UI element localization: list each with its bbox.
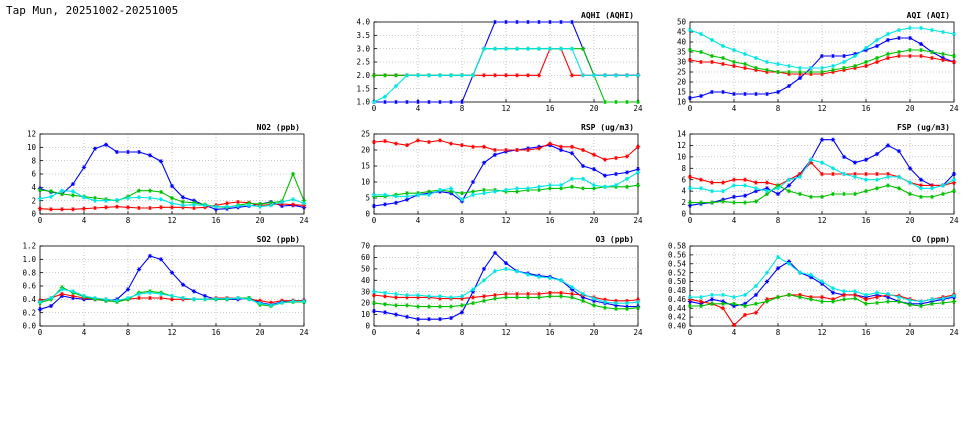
y-tick-label: 1.0 [356, 97, 370, 107]
x-tick-label: 16 [545, 104, 555, 113]
x-tick-label: 20 [905, 328, 915, 337]
y-tick-label: 20 [360, 145, 370, 155]
series-d4 [688, 26, 956, 70]
y-tick-label: 6 [31, 169, 36, 179]
x-tick-label: 4 [81, 216, 87, 225]
chart-title-aqhi: AQHI (AQHI) [581, 11, 634, 20]
y-tick-label: 30 [360, 287, 370, 297]
series-markers [688, 158, 956, 193]
x-tick-label: 0 [371, 216, 377, 225]
chart-title-aqi: AQI (AQI) [906, 11, 950, 20]
plot-area-so2 [10, 234, 310, 342]
x-tick-label: 12 [501, 104, 511, 113]
y-tick-label: 40 [676, 37, 686, 47]
chart-title-no2: NO2 (ppb) [256, 123, 300, 132]
y-tick-label: 0.8 [22, 268, 36, 278]
x-tick-label: 8 [775, 328, 781, 337]
y-tick-label: 6 [681, 175, 686, 185]
y-tick-label: 20 [676, 77, 686, 87]
gridlines [690, 22, 954, 102]
chart-title-co: CO (ppm) [911, 235, 950, 244]
x-tick-label: 4 [731, 216, 737, 225]
y-tick-label: 5 [365, 193, 370, 203]
chart-title-rsp: RSP (ug/m3) [581, 123, 634, 132]
chart-panel-fsp [660, 122, 960, 230]
x-tick-label: 0 [37, 216, 43, 225]
y-tick-label: 40 [360, 275, 370, 285]
x-tick-label: 4 [415, 104, 421, 113]
y-tick-label: 2.5 [356, 57, 370, 67]
plot-area-o3 [344, 234, 644, 342]
plot-area-fsp [660, 122, 960, 230]
y-tick-label: 4 [681, 186, 686, 196]
x-tick-label: 20 [255, 216, 265, 225]
x-tick-label: 4 [415, 216, 421, 225]
y-tick-label: 0.40 [667, 321, 686, 331]
y-tick-label: 1.0 [22, 254, 36, 264]
x-tick-label: 12 [167, 328, 177, 337]
x-tick-label: 16 [211, 216, 221, 225]
x-tick-label: 20 [589, 104, 599, 113]
x-tick-label: 0 [687, 328, 693, 337]
y-tick-label: 0.54 [667, 259, 686, 269]
chart-panel-rsp [344, 122, 644, 230]
x-tick-label: 24 [633, 216, 643, 225]
x-tick-label: 24 [633, 104, 643, 113]
x-tick-label: 24 [949, 104, 959, 113]
x-tick-label: 8 [459, 216, 465, 225]
x-tick-label: 8 [459, 104, 465, 113]
x-tick-label: 0 [37, 328, 43, 337]
x-tick-label: 20 [905, 216, 915, 225]
x-tick-label: 16 [211, 328, 221, 337]
chart-panel-co [660, 234, 960, 342]
x-tick-label: 0 [371, 328, 377, 337]
x-tick-label: 8 [459, 328, 465, 337]
series-d4 [688, 158, 956, 193]
y-tick-label: 12 [676, 141, 686, 151]
y-tick-label: 0.56 [667, 250, 686, 260]
y-tick-label: 15 [676, 87, 686, 97]
page-title: Tap Mun, 20251002-20251005 [6, 4, 179, 17]
gridlines [374, 134, 638, 214]
y-tick-label: 2 [681, 198, 686, 208]
plot-area-co [660, 234, 960, 342]
x-tick-label: 16 [545, 328, 555, 337]
y-tick-label: 0.4 [22, 294, 36, 304]
y-tick-label: 2.0 [356, 70, 370, 80]
y-tick-label: 50 [676, 17, 686, 27]
x-tick-label: 4 [81, 328, 87, 337]
chart-panel-so2 [10, 234, 310, 342]
y-tick-label: 1.5 [356, 84, 370, 94]
y-tick-label: 25 [676, 67, 686, 77]
y-tick-label: 0.46 [667, 294, 686, 304]
y-tick-label: 0.52 [667, 268, 686, 278]
x-tick-label: 16 [861, 328, 871, 337]
y-tick-label: 25 [360, 129, 370, 139]
x-tick-label: 20 [255, 328, 265, 337]
x-tick-label: 16 [545, 216, 555, 225]
x-tick-label: 12 [817, 328, 827, 337]
gridlines [40, 246, 304, 326]
chart-title-o3: O3 (ppb) [595, 235, 634, 244]
y-tick-label: 0.6 [22, 281, 36, 291]
x-tick-label: 24 [299, 216, 309, 225]
y-tick-label: 50 [360, 264, 370, 274]
x-tick-label: 0 [687, 104, 693, 113]
plot-area-aqhi [344, 10, 644, 118]
x-tick-label: 12 [817, 104, 827, 113]
y-tick-label: 0.58 [667, 241, 686, 251]
y-tick-label: 0 [365, 321, 370, 331]
x-tick-label: 12 [501, 328, 511, 337]
y-tick-label: 10 [360, 177, 370, 187]
x-tick-label: 20 [589, 328, 599, 337]
y-tick-label: 60 [360, 253, 370, 263]
y-tick-label: 10 [26, 142, 36, 152]
x-tick-label: 4 [731, 328, 737, 337]
plot-area-no2 [10, 122, 310, 230]
x-tick-label: 12 [167, 216, 177, 225]
y-tick-label: 35 [676, 47, 686, 57]
y-tick-label: 3.0 [356, 44, 370, 54]
chart-panel-aqi [660, 10, 960, 118]
y-tick-label: 10 [676, 97, 686, 107]
y-tick-label: 20 [360, 298, 370, 308]
plot-area-aqi [660, 10, 960, 118]
x-tick-label: 20 [905, 104, 915, 113]
y-tick-label: 15 [360, 161, 370, 171]
chart-panel-o3 [344, 234, 644, 342]
chart-title-fsp: FSP (ug/m3) [897, 123, 950, 132]
x-tick-label: 8 [775, 104, 781, 113]
x-tick-label: 8 [125, 216, 131, 225]
x-tick-label: 24 [949, 328, 959, 337]
y-tick-label: 1.2 [22, 241, 36, 251]
y-tick-label: 2 [31, 196, 36, 206]
y-tick-label: 12 [26, 129, 36, 139]
x-tick-label: 20 [589, 216, 599, 225]
chart-panel-no2 [10, 122, 310, 230]
y-tick-label: 10 [360, 310, 370, 320]
x-tick-label: 12 [817, 216, 827, 225]
x-tick-label: 24 [949, 216, 959, 225]
y-tick-label: 10 [676, 152, 686, 162]
x-tick-label: 0 [371, 104, 377, 113]
y-tick-label: 14 [676, 129, 686, 139]
y-tick-label: 8 [681, 163, 686, 173]
chart-panel-aqhi [344, 10, 644, 118]
x-tick-label: 24 [633, 328, 643, 337]
y-tick-label: 0.44 [667, 303, 686, 313]
x-tick-label: 0 [687, 216, 693, 225]
x-tick-label: 24 [299, 328, 309, 337]
x-tick-label: 8 [125, 328, 131, 337]
y-tick-label: 0.50 [667, 277, 686, 287]
y-tick-label: 0 [31, 209, 36, 219]
x-tick-label: 4 [415, 328, 421, 337]
x-tick-label: 8 [775, 216, 781, 225]
plot-area-rsp [344, 122, 644, 230]
y-tick-label: 45 [676, 27, 686, 37]
gridlines [374, 22, 638, 102]
x-tick-label: 16 [861, 216, 871, 225]
y-tick-label: 0 [681, 209, 686, 219]
y-tick-label: 0.42 [667, 312, 686, 322]
x-tick-label: 12 [501, 216, 511, 225]
y-tick-label: 70 [360, 241, 370, 251]
gridlines [374, 246, 638, 326]
y-tick-label: 8 [31, 156, 36, 166]
y-tick-label: 0.48 [667, 286, 686, 296]
y-tick-label: 30 [676, 57, 686, 67]
y-tick-label: 0.2 [22, 308, 36, 318]
y-tick-label: 0.0 [22, 321, 36, 331]
y-tick-label: 3.5 [356, 30, 370, 40]
x-tick-label: 16 [861, 104, 871, 113]
y-tick-label: 4 [31, 182, 36, 192]
gridlines [690, 246, 954, 326]
x-tick-label: 4 [731, 104, 737, 113]
chart-title-so2: SO2 (ppb) [256, 235, 300, 244]
y-tick-label: 0 [365, 209, 370, 219]
y-tick-label: 4.0 [356, 17, 370, 27]
